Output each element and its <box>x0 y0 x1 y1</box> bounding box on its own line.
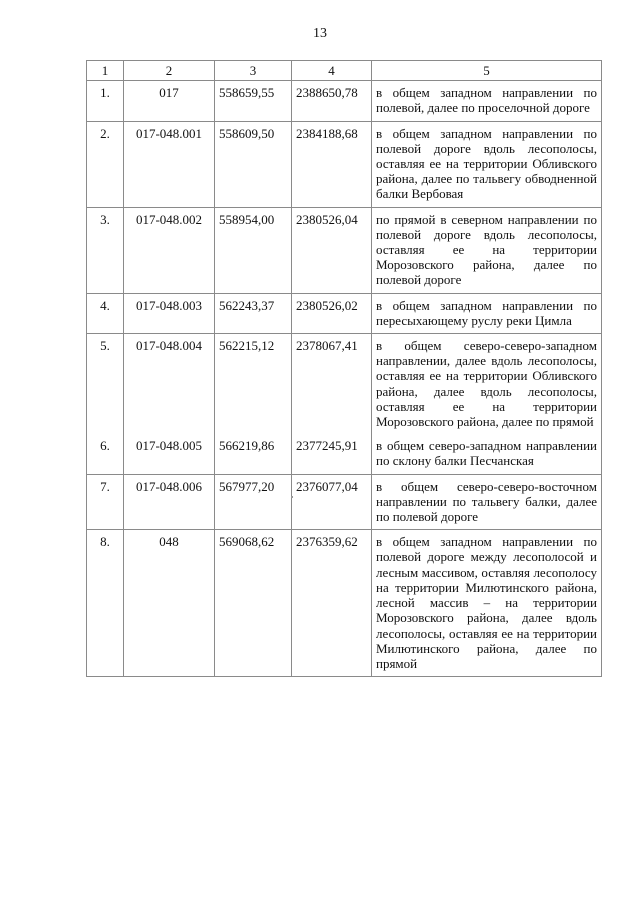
table-row <box>87 81 602 121</box>
description: в общем западном направлении по полевой дороге между лесополосой и лесным массивом, оставляя лесополосу на территории Милютинского района, лесной массив – на территории Морозовского района, далее вдоль лесополосы, оставляя ее на территории Милютинского района, далее по прямой <box>372 530 602 677</box>
table-row <box>87 474 602 530</box>
table-row <box>87 293 602 333</box>
row-number: 7. <box>87 474 124 530</box>
coord-y: 2378067,41 <box>292 334 372 435</box>
point-id: 048 <box>124 530 215 677</box>
scan-speck <box>291 496 293 498</box>
coord-x: 558659,55 <box>215 81 292 121</box>
row-number: 5. <box>87 334 124 435</box>
coord-x: 567977,20 <box>215 474 292 530</box>
coord-y: 2380526,02 <box>292 293 372 333</box>
point-id: 017-048.005 <box>124 434 215 474</box>
coord-x: 558609,50 <box>215 121 292 207</box>
coord-y: 2377245,91 <box>292 434 372 474</box>
coord-x: 558954,00 <box>215 207 292 293</box>
description: в общем северо-северо-западном направлении, далее вдоль лесополосы, оставляя ее на территории Обливского района, далее вдоль лесополосы, оставляя ее на территории Морозовского района, далее по прямой <box>372 334 602 435</box>
row-number: 6. <box>87 434 124 474</box>
description: по прямой в северном направлении по полевой дороге вдоль лесополосы, оставляя ее на территории Морозовского района, далее по полевой дороге <box>372 207 602 293</box>
coord-x: 569068,62 <box>215 530 292 677</box>
row-number: 4. <box>87 293 124 333</box>
header-col-5: 5 <box>372 61 602 81</box>
coord-y: 2376359,62 <box>292 530 372 677</box>
point-id: 017-048.001 <box>124 121 215 207</box>
coord-y: 2376077,04 <box>292 474 372 530</box>
table-row <box>87 530 602 677</box>
header-col-1: 1 <box>87 61 124 81</box>
header-col-2: 2 <box>124 61 215 81</box>
coord-x: 566219,86 <box>215 434 292 474</box>
coord-x: 562243,37 <box>215 293 292 333</box>
point-id: 017 <box>124 81 215 121</box>
point-id: 017-048.002 <box>124 207 215 293</box>
table-row <box>87 334 602 435</box>
coord-y: 2388650,78 <box>292 81 372 121</box>
description: в общем западном направлении по полевой, далее по проселочной дороге <box>372 81 602 121</box>
page-number: 13 <box>313 26 327 41</box>
point-id: 017-048.004 <box>124 334 215 435</box>
row-number: 8. <box>87 530 124 677</box>
table-header-row <box>87 61 602 81</box>
boundary-table <box>86 60 602 677</box>
description: в общем северо-северо-восточном направлении по тальвегу балки, далее по полевой дороге <box>372 474 602 530</box>
row-number: 3. <box>87 207 124 293</box>
point-id: 017-048.003 <box>124 293 215 333</box>
point-id: 017-048.006 <box>124 474 215 530</box>
coord-y: 2380526,04 <box>292 207 372 293</box>
description: в общем западном направлении по полевой дороге вдоль лесополосы, оставляя ее на территории Обливского района, далее по тальвегу обводненной балки Вербовая <box>372 121 602 207</box>
coord-y: 2384188,68 <box>292 121 372 207</box>
table-row <box>87 207 602 293</box>
header-col-3: 3 <box>215 61 292 81</box>
table-row <box>87 434 602 474</box>
description: в общем западном направлении по пересыхающему руслу реки Цимла <box>372 293 602 333</box>
description: в общем северо-западном направлении по склону балки Песчанская <box>372 434 602 474</box>
table-row <box>87 121 602 207</box>
row-number: 1. <box>87 81 124 121</box>
header-col-4: 4 <box>292 61 372 81</box>
row-number: 2. <box>87 121 124 207</box>
coord-x: 562215,12 <box>215 334 292 435</box>
